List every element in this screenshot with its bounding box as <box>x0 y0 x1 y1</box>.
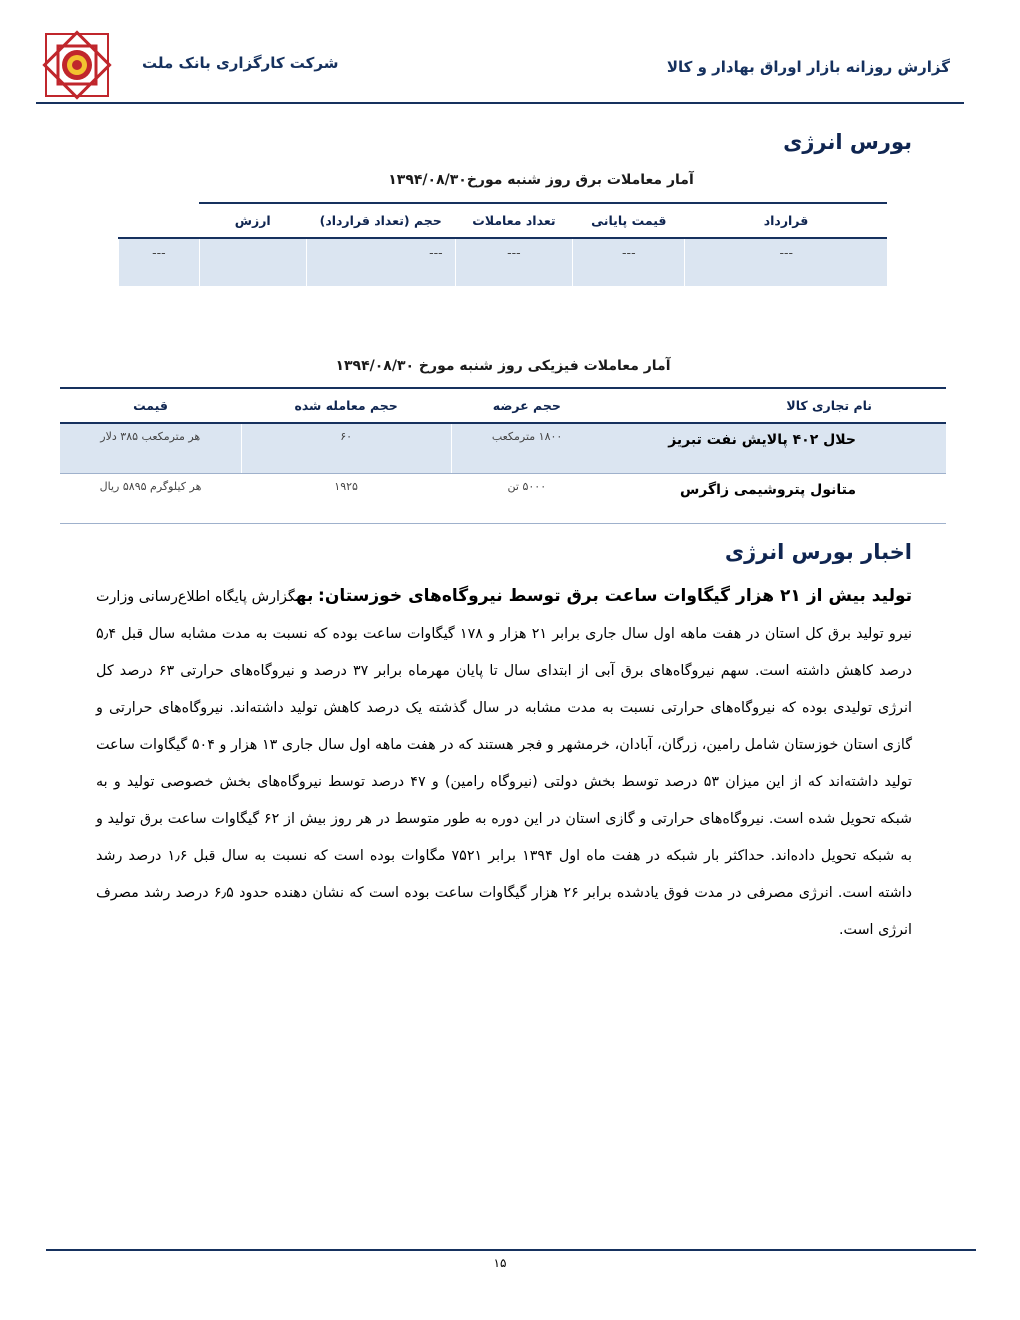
table-header-row <box>60 388 946 423</box>
column-header: تعداد معاملات <box>455 203 573 238</box>
table-cell: --- <box>119 238 200 286</box>
section-title-news: اخبار بورس انرژی <box>724 540 912 564</box>
report-title: گزارش روزانه بازار اوراق بهادار و کالا <box>666 58 950 76</box>
column-header: قرارداد <box>685 203 887 238</box>
electricity-table-caption: آمار معاملات برق روز شنبه مورخ۱۳۹۴/۰۸/۳۰ <box>388 172 694 188</box>
column-header: حجم عرضه <box>451 388 602 423</box>
column-header: حجم معامله شده <box>241 388 451 423</box>
page-number: ۱۵ <box>493 1256 507 1270</box>
column-header: حجم (تعداد قرارداد) <box>306 203 455 238</box>
traded-volume: ۶۰ <box>241 423 451 474</box>
price: هر مترمکعب ۳۸۵ دلار <box>60 423 241 474</box>
commodity-name: متانول پتروشیمی زاگرس <box>602 474 946 524</box>
price: هر کیلوگرم ۵۸۹۵ ریال <box>60 474 241 524</box>
table-cell: --- <box>573 238 685 286</box>
commodity-name: حلال ۴۰۲ پالایش نفت تبریز <box>602 423 946 474</box>
electricity-trades-table <box>118 202 887 286</box>
column-header: ارزش <box>199 203 306 238</box>
section-title-energy-exchange: بورس انرژی <box>783 130 912 154</box>
bank-mellat-logo-icon <box>40 28 114 102</box>
company-name: شرکت کارگزاری بانک ملت <box>142 54 339 72</box>
physical-trades-table <box>60 387 946 524</box>
column-header: قیمت پایانی <box>573 203 685 238</box>
supply-volume: ۵۰۰۰ تن <box>451 474 602 524</box>
table-row <box>119 238 888 286</box>
table-header-row <box>119 203 888 238</box>
supply-volume: ۱۸۰۰ مترمکعب <box>451 423 602 474</box>
table-row <box>60 423 946 474</box>
news-body: گزارش پایگاه اطلاع‌رسانی وزارت نیرو تولید برق کل استان در هفت ماهه اول سال جاری برابر ۲۱ هزار و ۱۷۸ گیگاوات ساعت بوده که نسبت به مدت مشابه سال قبل ۵٫۴ درصد کاهش داشته است. سهم نیروگاه‌های برق آبی از ابتدای سال تا پایان مهرماه برابر ۳۷ درصد و نیروگاه‌های حرارتی ۶۳ درصد کل انرژی تولیدی بوده که نیروگاه‌های حرارتی نسبت به مدت مشابه در سال گذشته یک درصد کاهش تولید داشته‌اند. نیروگاه‌های حرارتی و گازی استان خوزستان شامل رامین، زرگان، آبادان، خرمشهر و فجر هستند که در هفت ماهه اول سال جاری ۱۳ هزار و ۵۰۴ گیگاوات ساعت تولید داشته‌اند که از این میزان ۵۳ درصد توسط بخش دولتی (نیروگاه رامین) و ۴۷ درصد توسط نیروگاه‌های بخش خصوصی تولید و به شبکه تحویل شده است. نیروگاه‌های حرارتی و گازی استان در این دوره به طور متوسط در هر روز بیش از ۶۲ گیگاوات ساعت برق تولید و به شبکه تحویل داده‌اند. حداکثر بار شبکه در هفت ماه اول ۱۳۹۴ برابر ۷۵۲۱ مگاوات بوده است که نسبت به سال قبل ۱٫۶ درصد رشد داشته است. انرژی مصرفی در مدت فوق یادشده برابر ۲۶ هزار گیگاوات ساعت بوده است که نشان دهنده حدود ۶٫۵ درصد رشد مصرف انرژی است. <box>96 589 913 938</box>
news-headline: تولید بیش از ۲۱ هزار گیگاوات ساعت برق توسط نیروگاه‌های خوزستان: <box>318 586 912 606</box>
news-lead-word: به <box>295 586 314 606</box>
footer-divider <box>46 1249 976 1251</box>
empty-header-cell <box>119 203 200 238</box>
column-header: نام تجاری کالا <box>602 388 946 423</box>
table-cell: --- <box>306 238 455 286</box>
table-row <box>60 474 946 524</box>
physical-table-caption: آمار معاملات فیزیکی روز شنبه مورخ ۱۳۹۴/۰۸/۳۰ <box>335 358 671 374</box>
column-header: قیمت <box>60 388 241 423</box>
table-cell <box>199 238 306 286</box>
table-cell: --- <box>685 238 887 286</box>
news-article <box>96 578 912 949</box>
traded-volume: ۱۹۲۵ <box>241 474 451 524</box>
table-cell: --- <box>455 238 573 286</box>
header-divider <box>36 102 964 104</box>
